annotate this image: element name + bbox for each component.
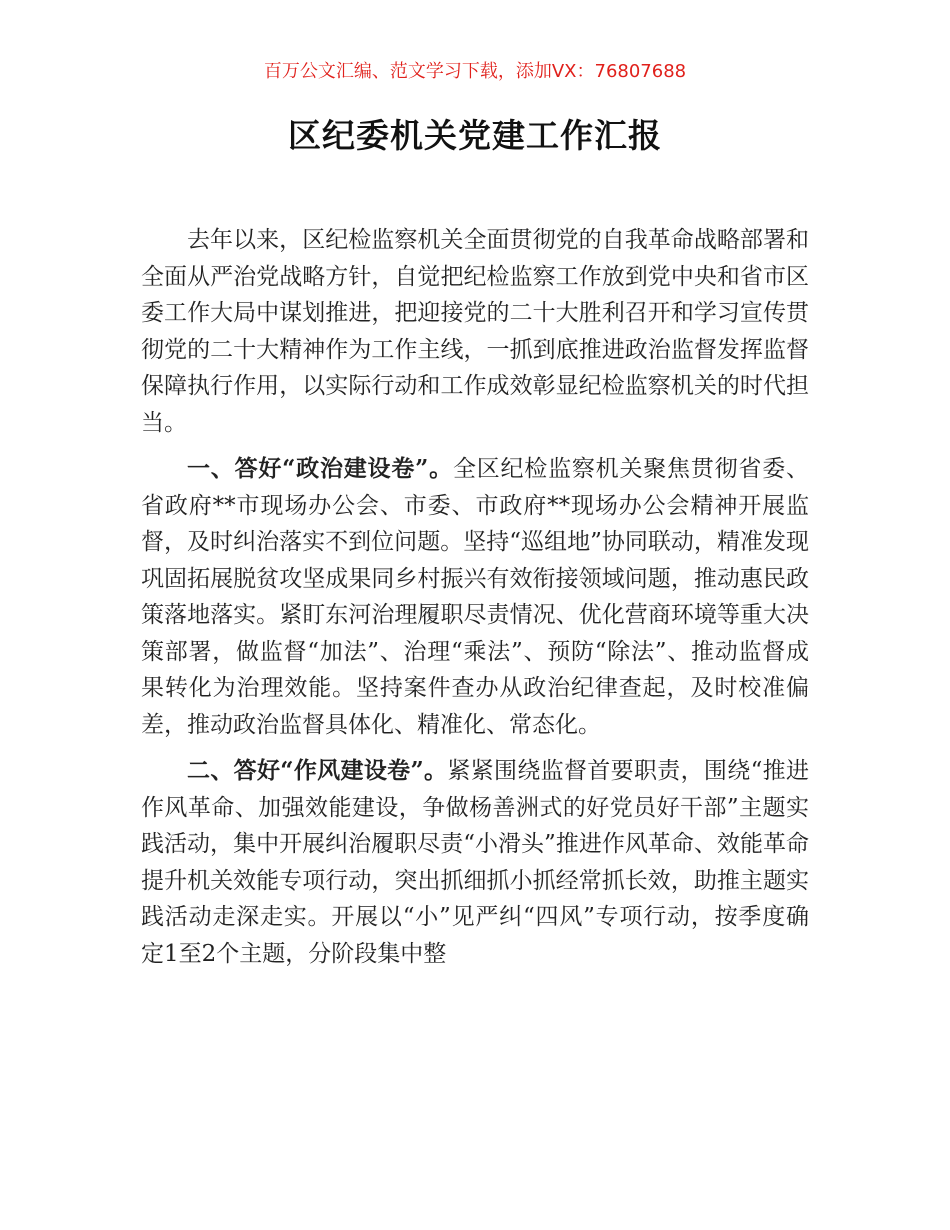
paragraph-intro — [141, 222, 809, 441]
document-title: 区纪委机关党建工作汇报 — [288, 116, 662, 155]
paragraph-work-style-construction — [141, 753, 809, 972]
document-body — [141, 222, 809, 982]
paragraph-lead: 二、答好“作风建设卷”。 — [187, 757, 448, 784]
paragraph-text: 全区纪检监察机关聚焦贯彻省委、省政府**市现场办公会、市委、市政府**现场办公会精神开展监督，及时纠治落实不到位问题。坚持“巡组地”协同联动，精准发现巩固拓展脱贫攻坚成果同乡村振兴有效衔接领域问题，推动惠民政策落地落实。紧盯东河治理履职尽责情况、优化营商环境等重大决策部署，做监督“加法”、治理“乘法”、预防“除法”、推动监督成果转化为治理效能。坚持案件查办从政治纪律查起，及时校准偏差，推动政治监督具体化、精准化、常态化。 — [141, 456, 809, 738]
paragraph-text: 去年以来，区纪检监察机关全面贯彻党的自我革命战略部署和全面从严治党战略方针，自觉把纪检监察工作放到党中央和省市区委工作大局中谋划推进，把迎接党的二十大胜利召开和学习宣传贯彻党的二十大精神作为工作主线，一抓到底推进政治监督发挥监督保障执行作用，以实际行动和工作成效彰显纪检监察机关的时代担当。 — [141, 227, 809, 436]
paragraph-political-construction — [141, 451, 809, 743]
watermark-banner: 百万公文汇编、范文学习下载，添加VX：76807688 — [263, 61, 687, 82]
paragraph-lead: 一、答好“政治建设卷”。 — [187, 455, 453, 482]
paragraph-text: 紧紧围绕监督首要职责，围绕“推进作风革命、加强效能建设，争做杨善洲式的好党员好干部”主题实践活动，集中开展纠治履职尽责“小滑头”推进作风革命、效能革命提升机关效能专项行动，突出抓细抓小抓经常抓长效，助推主题实践活动走深走实。开展以“小”见严纠“四风”专项行动，按季度确定1至2个主题，分阶段集中整 — [141, 758, 809, 967]
